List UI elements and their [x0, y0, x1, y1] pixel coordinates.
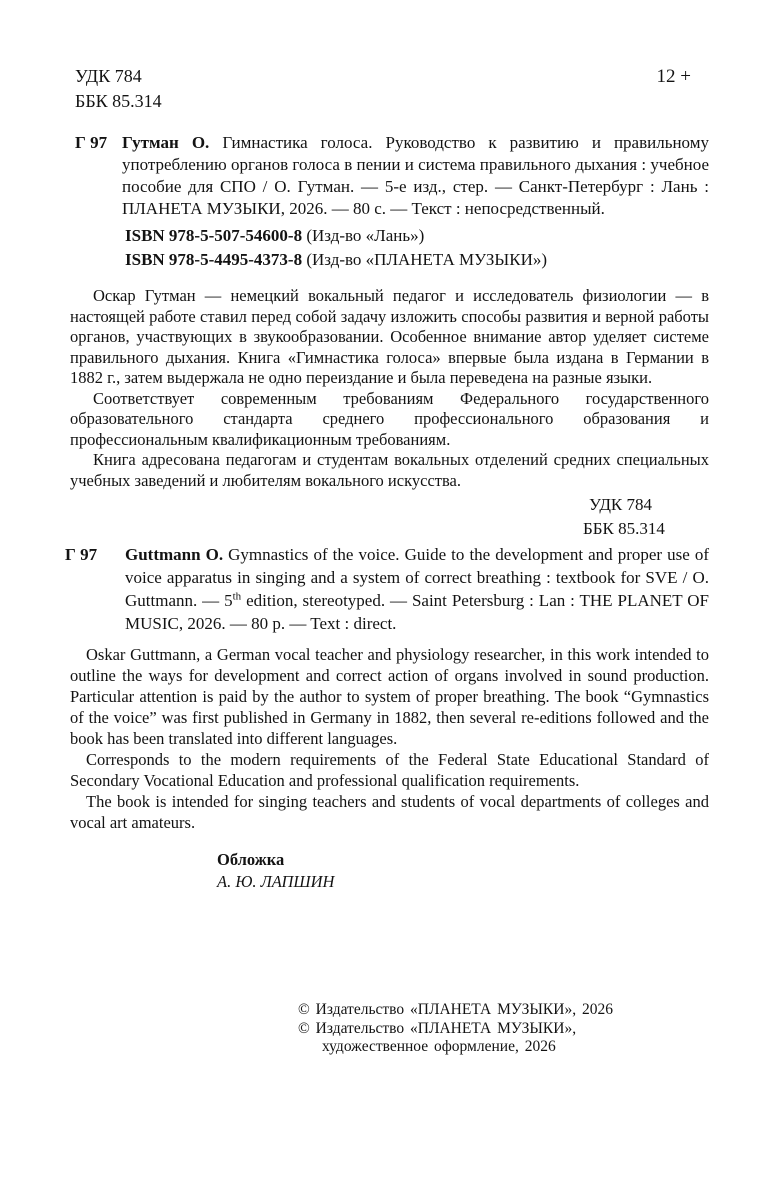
record-text-ru: Гимнастика голоса. Руководство к развитию и правильному употреблению органов голоса в пении и система правильного дыхания : учебное пособие для СПО / О. Гутман. — 5-е изд., стер. — Санкт-Петербург : Лань : ПЛАНЕТА МУЗЫКИ, 2026. — 80 с. — Текст : непосредственный. [122, 133, 709, 218]
mid-udc-number: УДК 784 [589, 495, 653, 514]
annotation-ru [70, 286, 709, 491]
copyright-block [298, 1001, 709, 1057]
classification-codes [70, 64, 162, 114]
page-content [65, 64, 709, 1057]
cover-credit-label: Обложка [217, 850, 285, 869]
copyright-line-publisher: © Издательство «ПЛАНЕТА МУЗЫКИ», 2026 [298, 1001, 613, 1018]
bbk-number: ББК 85.314 [75, 91, 162, 111]
annotation-en [70, 644, 709, 833]
record-author-ru: Гутман О. [122, 133, 210, 152]
record-text-en-post: edition, stereotyped. — Saint Petersburg : Lan : THE PLANET OF MUSIC, 2026. — 80 p. — Text : direct. [125, 591, 709, 633]
cover-designer-name: А. Ю. ЛАПШИН [217, 872, 335, 891]
isbn-code: ISBN 978-5-4495-4373-8 [125, 250, 303, 269]
isbn-line [125, 248, 709, 272]
record-code-en: Г 97 [65, 545, 98, 564]
record-author-en: Guttmann O. [125, 545, 224, 564]
isbn-block [125, 224, 709, 272]
isbn-line [125, 224, 709, 248]
isbn-publisher: (Изд-во «ПЛАНЕТА МУЗЫКИ») [306, 250, 548, 269]
isbn-publisher: (Изд-во «Лань») [306, 226, 425, 245]
ordinal-superscript: th [232, 590, 242, 603]
annotation-en-paragraph: Corresponds to the modern requirements of the Federal State Educational Standard of Secondary Vocational Education and professional qualification requirements. [70, 750, 709, 790]
annotation-en-paragraph: The book is intended for singing teachers and students of vocal departments of colleges and vocal art amateurs. [70, 792, 709, 832]
copyright-line-design: © Издательство «ПЛАНЕТА МУЗЫКИ», [298, 1019, 577, 1037]
copyright-line-design-continued: художественное оформление, 2026 [322, 1038, 556, 1055]
annotation-ru-paragraph: Оскар Гутман — немецкий вокальный педагог и исследователь физиологии — в настоящей работе ставил перед собой задачу изложить способы развития и верной работы органов, участвующих в звукообразовании. Особенное внимание автор уделяет системе правильного дыхания. Книга «Гимнастика голоса» впервые была издана в Германии в 1882 г., затем выдержала не одно переиздание и была переведена на разные языки. [70, 286, 709, 387]
classification-header [70, 64, 709, 114]
annotation-ru-paragraph: Книга адресована педагогам и студентам вокальных отделений средних специальных учебных заведений и любителям вокального искусства. [70, 450, 709, 490]
annotation-en-paragraph: Oskar Guttmann, a German vocal teacher and physiology researcher, in this work intended to outline the ways for development and correct action of organs involved in sound production. Particular attention is paid by the author to system of proper breathing. The book “Gymnastics of the voice” was first published in Germany in 1882, then several re-editions followed and the book has been translated into different languages. [70, 645, 709, 748]
catalog-record-ru [70, 132, 709, 220]
udc-number: УДК 784 [75, 66, 142, 86]
record-code-ru: Г 97 [75, 133, 108, 152]
record-text-en-pre: Gymnastics of the voice. Guide to the development and proper use of voice apparatus in singing and a system of correct breathing : textbook for SVE / O. Guttmann. — 5 [125, 545, 709, 610]
mid-bbk-number: ББК 85.314 [583, 519, 665, 538]
record-body-en [125, 543, 709, 635]
isbn-code: ISBN 978-5-507-54600-8 [125, 226, 303, 245]
annotation-ru-paragraph: Соответствует современным требованиям Федерального государственного образовательного стандарта среднего профессионального образования и профессиональным квалификационным требованиям. [70, 388, 709, 449]
record-body-ru [122, 132, 709, 220]
cover-credit [217, 849, 709, 893]
classification-codes-mid [583, 493, 709, 541]
age-rating-badge: 12 + [656, 66, 691, 87]
catalog-record-en [65, 543, 709, 635]
